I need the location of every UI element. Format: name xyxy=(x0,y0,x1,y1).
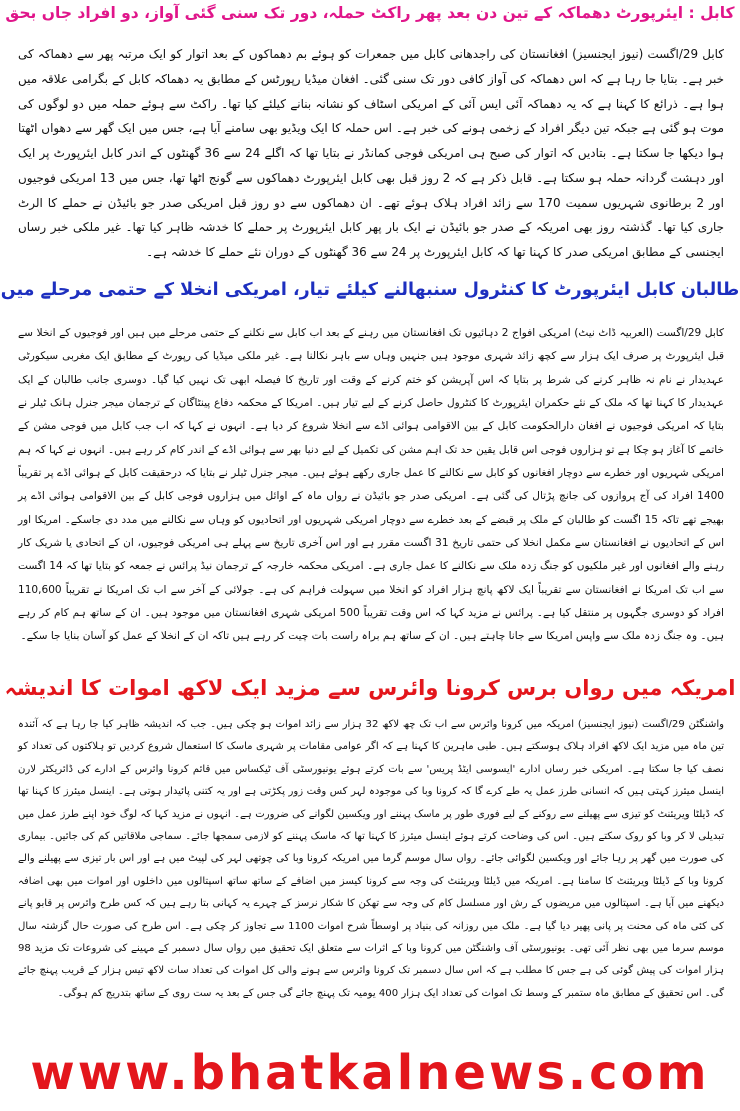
article-body-us-corona-deaths: واشنگٹن 29/اگست (نیوز ایجنسیز) امریکہ میں کرونا وائرس سے اب تک چھ لاکھ 32 ہزار سے زائد اموات ہو چکی ہیں۔ جب کہ اندیشہ ظاہر کیا جا رہا ہے کہ آئندہ تین ماہ میں مزید ایک لاکھ افراد ہلاک ہوسکتے ہیں۔ طبی ماہرین کا کہنا ہے کہ اگر عوامی مقامات پر شہری ماسک کا استعمال شروع کردیں تو ہلاکتوں کی تعداد کو نصف کیا جا سکتا ہے۔ امریکی خبر رساں ادارے 'ایسوسی ایٹڈ پریس' سے بات کرتے ہوئے یونیورسٹی آف ٹیکساس میں قائم کرونا وائرس کے ادارے کی ڈائریکٹر لارن اینسل میئرز کہتی ہیں کہ انسانی طرز عمل یہ طے کرے گا کہ کرونا وبا کی موجودہ لہر کس وقت زور پکڑتی ہے اور یہ کتنی پائیدار ہوتی ہے۔ اینسل میئرز کا کہنا تھا کہ ڈیلٹا ویریئنٹ کو تیزی سے پھیلنے سے روکنے کے لیے فوری طور پر ماسک پہننے اور ویکسین لگوانے کی ضرورت ہے۔ انہوں نے مزید کہا کہ لوگ خود اپنے طرز عمل میں تبدیلی لا کر وبا کو روک سکتے ہیں۔ اس کی وضاحت کرتے ہوئے اینسل میئرز کا کہنا تھا کہ ماسک پہننے کو لازمی سمجھا جائے۔ سماجی ملاقاتیں کم کی جائیں۔ بیماری کی صورت میں گھر پر رہا جائے اور ویکسین لگوائی جائے۔ رواں سال موسم گرما میں امریکہ کرونا وبا کی چوتھی لہر کی لپیٹ میں ہے اور اس بار تیزی سے پھیلنے والے کرونا وبا کے ڈیلٹا ویریئنٹ کا سامنا ہے۔ امریکہ میں ڈیلٹا ویریئنٹ کی وجہ سے کرونا کیسز میں اضافے کے ساتھ ساتھ اسپتالوں میں داخلوں اور اموات میں بھی اضافہ دیکھنے میں آیا ہے۔ اسپتالوں میں مریضوں کے رش اور مسلسل کام کی وجہ سے تھکن کا شکار نرسز کے چہرے یہ کہانی بتا رہے ہیں کہ کس طرح وائرس پر قابو پانے کی کئی ماہ کی محنت پر پانی پھیر دیا گیا ہے۔ ملک میں روزانہ کی بنیاد پر اوسطاً شرح اموات 1100 سے تجاوز کر چکی ہے۔ اس طرح کی صورت حال گزشتہ سال موسم سرما میں بھی نظر آئی تھی۔ یونیورسٹی آف واشنگٹن میں کرونا وبا کے اثرات سے متعلق ایک تحقیق میں رواں سال دسمبر کے مہینے کی شروعات تک مزید 98 ہزار اموات کی پیش گوئی کی ہے جس کا مطلب ہے کہ اس سال دسمبر تک کرونا وائرس سے ہونے والی کل اموات کی تعداد سات لاکھ تیس ہزار کے قریب پہنچ جائے گی۔ اس تحقیق کے مطابق ماہ ستمبر کے وسط تک اموات کی تعداد ایک ہزار 400 یومیہ تک پہنچ جائے گی جس کے بعد یہ ست روی کے ساتھ بتدریج کم ہوگی۔ xyxy=(18,719,724,999)
headline-us-corona-deaths: امریکہ میں رواں برس کرونا وائرس سے مزید ایک لاکھ اموات کا اندیشہ xyxy=(4,676,736,700)
article-body-taliban-airport-control: کابل 29/اگست (العربیہ ڈاٹ نیٹ) امریکی افواج 2 دہائیوں تک افغانستان میں رہنے کے بعد اب کابل سے نکلنے کے حتمی مرحلے میں ہیں اور فوجیوں کے انخلا سے قبل ایئرپورٹ پر صرف ایک ہزار سے کچھ زائد شہری موجود ہیں جنہیں وہاں سے باہر نکالنا ہے۔ غیر ملکی میڈیا کی رپورٹ کے مطابق ایک مغربی سیکورٹی عہدیدار نے نام نہ ظاہر کرنے کی شرط پر بتایا کہ اس آپریشن کو ختم کرنے کے وقت اور تاریخ کا فیصلہ ابھی تک نہیں کیا گیا۔ دوسری جانب طالبان کے ایک عہدیدار کا کہنا تھا کہ ملک کے نئے حکمران ایئرپورٹ کا کنٹرول حاصل کرنے کے لیے تیار ہیں۔ امریکا کے محکمہ دفاع پینٹاگان کے ترجمان میجر جنرل ہانک ٹیلر نے بتایا کہ امریکی فوجیوں نے افغان دارالحکومت کابل کے بین الاقوامی ہوائی اڈے سے انخلا شروع کر دیا ہے۔ انہوں نے کہا کہ اب جب کابل میں فوجی مشن کے خاتمے کا آغاز ہو چکا ہے تو ہزاروں فوجی اس قابل یقین حد تک اہم مشن کی تکمیل کے لیے دنیا بھر سے ہوائی اڈے کے اندر کام کر رہے ہیں۔ انہوں نے کہا کہ ہم امریکی شہریوں اور خطرے سے دوچار افغانوں کو کابل سے نکالنے کا عمل جاری رکھے ہوئے ہیں۔ میجر جنرل ٹیلر نے بتایا کہ درحقیقت کابل کے ہوائی اڈے پر تقریباً 1400 افراد کی آج پروازوں کی جانچ پڑتال کی گئی ہے۔ امریکی صدر جو بائیڈن نے رواں ماہ کے اوائل میں ہزاروں فوجی کابل کے بین الاقوامی ہوائی اڈے پر بھیجے تھے تاکہ 15 اگست کو طالبان کے ملک پر قبضے کے بعد خطرے سے دوچار امریکی شہریوں اور اتحادیوں کو وہاں سے نکالنے میں مدد دی جاسکے۔ امریکا اور اس کے اتحادیوں نے افغانستان سے مکمل انخلا کی حتمی تاریخ 31 اگست مقرر ہے اور اس آخری تاریخ سے پہلے ہی امریکی فوجیوں، ان کے اتحادی یا شریک کار رہنے والے افغانوں اور غیر ملکیوں کو جنگ زدہ ملک سے نکالنے کا عمل جاری ہے۔ امریکی محکمہ خارجہ کے ترجمان نیڈ پرائس نے جمعہ کو بتایا تھا کہ 14 اگست سے اب تک امریکا نے افغانستان سے تقریباً ایک لاکھ پانچ ہزار افراد کو انخلا میں سہولت فراہم کی ہے۔ جولائی کے آخر سے اب تک امریکا نے تقریباً 110,600 افراد کو دوسری جگہوں پر منتقل کیا ہے۔ پرائس نے مزید کہا کہ اس وقت تقریباً 500 امریکی شہری افغانستان میں موجود ہیں۔ ان کے ساتھ ہم کام کر رہے ہیں۔ وہ جنگ زدہ ملک سے واپس امریکا سے جانا چاہتے ہیں۔ ان کے ساتھ ہم براہ راست بات چیت کر رہے ہیں تاکہ ان کے انخلا کے عمل کو آسان بنایا جا سکے۔ xyxy=(18,327,724,643)
headline-taliban-airport-control: طالبان کابل ایئرپورٹ کا کنٹرول سنبھالنے کیلئے تیار، امریکی انخلا کے حتمی مرحلے میں xyxy=(0,280,740,300)
headline-kabul-rocket-attack: کابل : ایئرپورٹ دھماکہ کے تین دن بعد پھر راکٹ حملہ، دور تک سنی گئی آواز، دو افراد جاں بحق xyxy=(5,4,735,22)
footer-website-url: www.bhatkalnews.com xyxy=(30,1045,710,1101)
article-body-kabul-rocket-attack: کابل 29/اگست (نیوز ایجنسیز) افغانستان کی راجدھانی کابل میں جمعرات کو ہوئے بم دھماکوں کے بعد اتوار کو ایک مرتبہ پھر سے دھماکہ کی خبر ہے۔ بتایا جا رہا ہے کہ اس دھماکہ کی آواز کافی دور تک سنی گئی۔ افغان میڈیا رپورٹس کے مطابق یہ دھماکہ کابل کے بگرامی علاقہ میں ہوا ہے۔ ذرائع کا کہنا ہے کہ یہ دھماکہ آئی ایس آئی کے امریکی اسٹاف کو نشانہ بنانے کیلئے کیا تھا۔ راکٹ سے ہوئے حملہ میں دو لوگوں کی موت ہو گئی ہے جبکہ تین دیگر افراد کے زخمی ہونے کی خبر ہے۔ اس حملہ کا ایک ویڈیو بھی سامنے آیا ہے، جس میں ایک گھر سے دھواں اٹھتا ہوا دیکھا جا سکتا ہے۔ بتادیں کہ اتوار کی صبح ہی امریکی فوجی کمانڈر نے بتایا تھا کہ اگلے 24 سے 36 گھنٹوں کے اندر کابل ایئرپورٹ پر ایک اور دہشت گردانہ حملہ ہو سکتا ہے۔ قابل ذکر ہے کہ 2 روز قبل بھی کابل ایئرپورٹ دھماکوں سے گونج اٹھا تھا، جس میں 13 امریکی فوجیوں اور 2 برطانوی شہریوں سمیت 170 سے زائد افراد ہلاک ہوئے تھے۔ ان دھماکوں سے دو روز قبل امریکی صدر جو بائیڈن نے حملے کا الرٹ جاری کیا تھا۔ گذشتہ روز بھی امریکہ کے صدر جو بائیڈن نے ایک بار پھر کابل ایئرپورٹ پر حملے کا خدشہ ظاہر کیا تھا۔ غیر ملکی خبر رساں ایجنسی کے مطابق امریکی صدر کا کہنا تھا کہ کابل ایئرپورٹ پر 24 سے 36 گھنٹوں کے دوران نئے حملے کا خدشہ ہے۔ xyxy=(18,47,725,259)
